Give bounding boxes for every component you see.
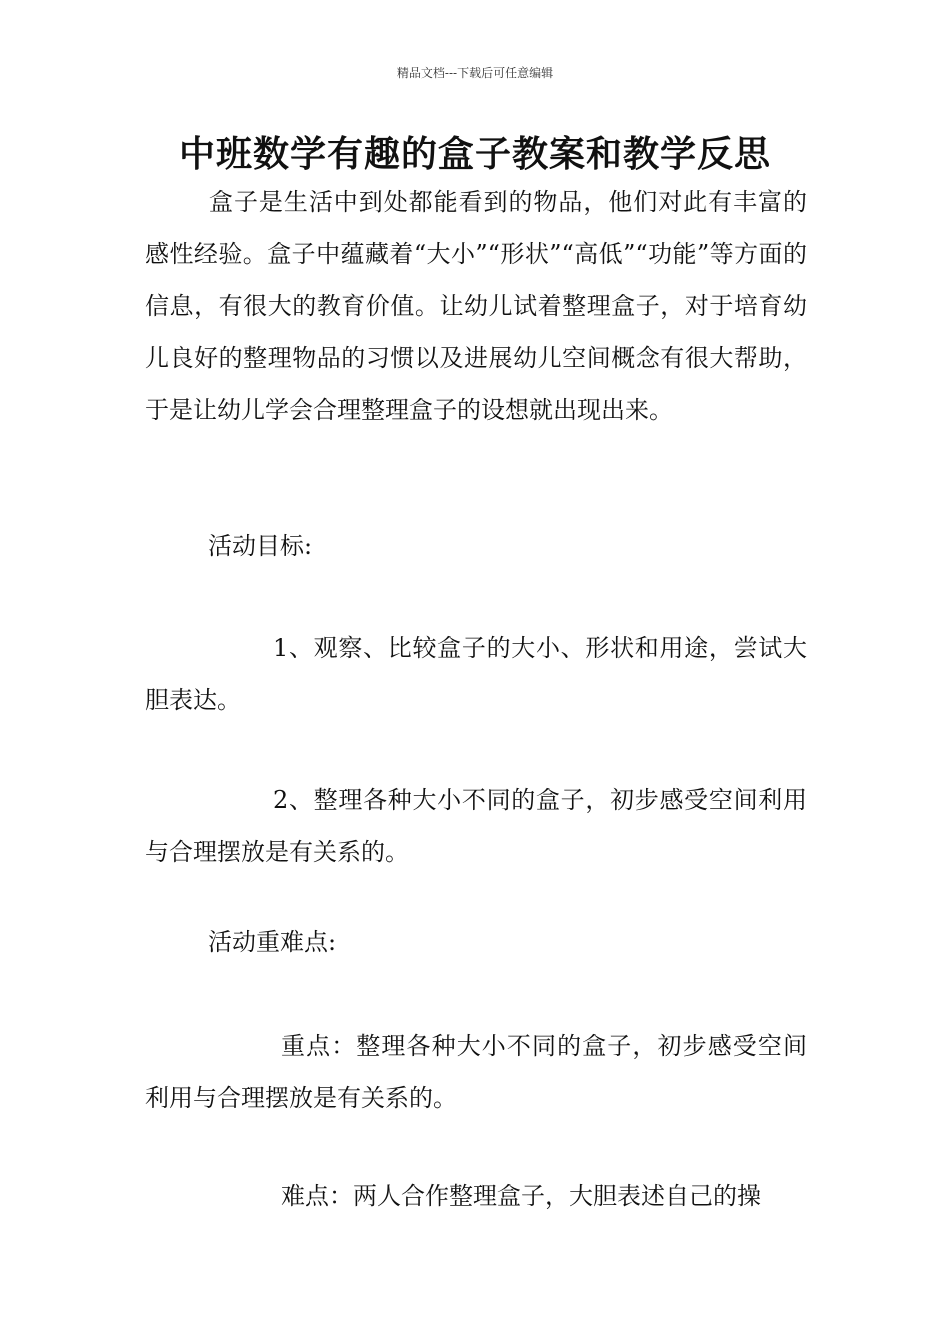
key-point-paragraph: 重点：整理各种大小不同的盒子，初步感受空间利用与合理摆放是有关系的。 xyxy=(145,1032,807,1112)
goals-heading: 活动目标: xyxy=(208,532,313,560)
header-note: 精品文档---下载后可任意编辑 xyxy=(396,66,554,80)
goal-item-1: 1、观察、比较盒子的大小、形状和用途，尝试大胆表达。 xyxy=(145,634,807,714)
intro-paragraph: 盒子是生活中到处都能看到的物品，他们对此有丰富的感性经验。盒子中蕴藏着“大小”“形状”“高低”“功能”等方面的信息，有很大的教育价值。让幼儿试着整理盒子，对于培育幼儿良好的整理物品的习惯以及进展幼儿空间概念有很大帮助，于是让幼儿学会合理整理盒子的设想就出现出来。 xyxy=(145,188,807,424)
key-points-heading: 活动重难点: xyxy=(208,928,337,956)
goal-item-2: 2、整理各种大小不同的盒子，初步感受空间利用与合理摆放是有关系的。 xyxy=(145,786,807,866)
document-title: 中班数学有趣的盒子教案和教学反思 xyxy=(178,134,771,175)
difficult-point-paragraph: 难点：两人合作整理盒子，大胆表述自己的操 xyxy=(281,1182,761,1210)
